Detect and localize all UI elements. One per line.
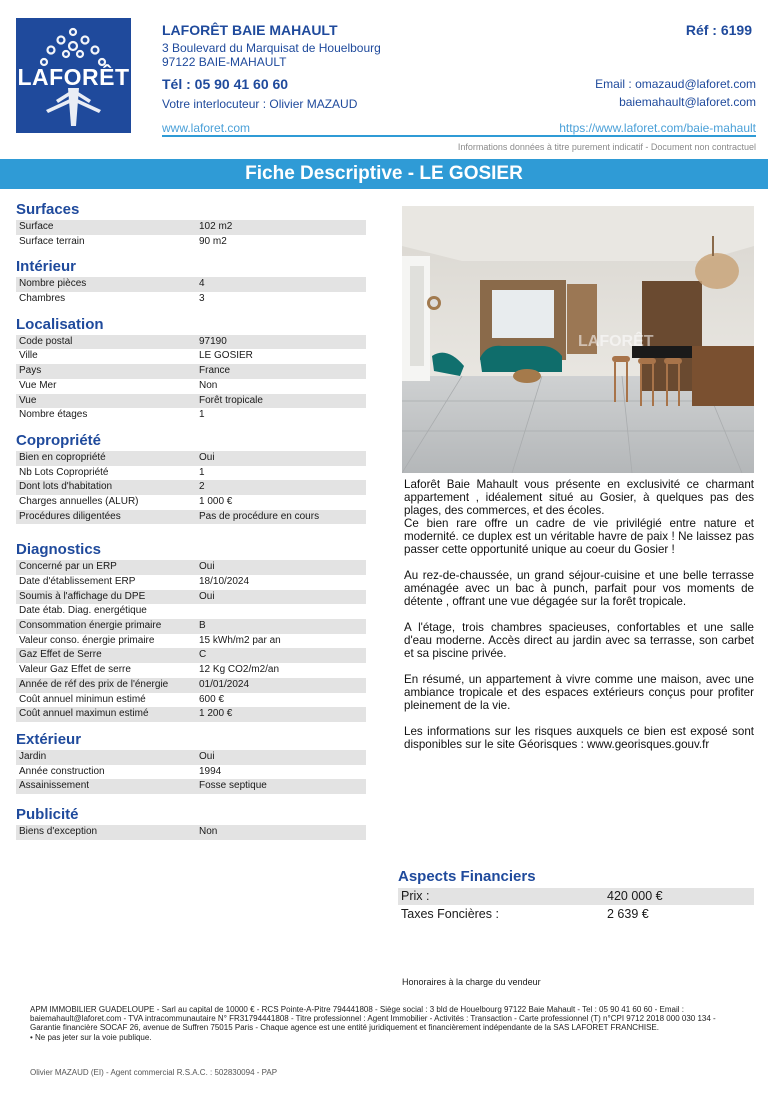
row-value: C <box>199 649 207 661</box>
phone-number: Tél : 05 90 41 60 60 <box>162 76 289 92</box>
row-value: B <box>199 620 206 632</box>
property-details <box>16 200 366 840</box>
table-row <box>16 235 366 250</box>
section-title: Surfaces <box>16 201 80 218</box>
section-title: Intérieur <box>16 258 77 276</box>
row-value: Non <box>199 825 218 837</box>
table-row <box>16 277 366 292</box>
row-label: Coût annuel maximun estimé <box>19 708 149 720</box>
row-label: Jardin <box>19 750 47 762</box>
table-row <box>16 364 366 379</box>
row-label: Surface terrain <box>19 235 85 247</box>
logo-text: LAFORÊT <box>17 64 130 90</box>
financial-title: Aspects Financiers <box>398 868 536 885</box>
row-value <box>199 604 366 619</box>
row-label: Soumis à l'affichage du DPE <box>19 590 146 602</box>
row-value: Oui <box>199 590 215 602</box>
row-value: 90 m2 <box>199 235 227 247</box>
section-publicite <box>16 805 366 840</box>
row-label: Gaz Effet de Serre <box>19 649 102 661</box>
table-row <box>16 765 366 780</box>
table-row <box>16 575 366 590</box>
row-label: Consommation énergie primaire <box>19 620 162 632</box>
row-label: Date étab. Diag. energétique <box>19 605 147 617</box>
photo-watermark: LAFORÊT <box>578 333 654 350</box>
row-value: Forêt tropicale <box>199 394 263 406</box>
row-value: Oui <box>199 451 215 463</box>
description-paragraph: Les informations sur les risques auxquels ce bien est exposé sont disponibles sur le site Géorisques : www.georisques.gouv.fr <box>404 725 754 751</box>
header-divider <box>162 135 756 137</box>
row-label: Année de réf des prix de l'énergie <box>19 678 169 690</box>
table-row <box>16 779 366 794</box>
row-label: Pays <box>19 365 42 377</box>
table-row <box>16 495 366 510</box>
legal-footer <box>30 1005 742 1042</box>
row-label: Coût annuel minimun estimé <box>19 693 146 705</box>
table-row <box>16 590 366 605</box>
address-line-1: 3 Boulevard du Marquisat de Houelbourg <box>162 41 381 55</box>
section-copropriete <box>16 431 366 524</box>
agency-name: LAFORÊT BAIE MAHAULT <box>162 22 338 38</box>
row-value: 01/01/2024 <box>199 678 250 690</box>
row-label: Chambres <box>19 293 66 305</box>
description-paragraph: En résumé, un appartement à vivre comme une maison, avec une ambiance tropicale et des espaces extérieurs conçus pour profiter pleinement de la vie. <box>404 673 754 712</box>
table-row <box>16 663 366 678</box>
row-value: 97190 <box>199 335 227 347</box>
table-row <box>16 707 366 722</box>
table-row <box>16 619 366 634</box>
table-row <box>16 693 366 708</box>
table-row <box>16 825 366 840</box>
address-line-2: 97122 BAIE-MAHAULT <box>162 55 287 69</box>
table-row <box>16 379 366 394</box>
section-title: Copropriété <box>16 431 102 449</box>
row-label: Nombre pièces <box>19 278 87 290</box>
contact-person: Votre interlocuteur : Olivier MAZAUD <box>162 97 358 111</box>
website-link[interactable]: www.laforet.com <box>162 121 251 135</box>
table-row <box>16 220 366 235</box>
agent-signature: Olivier MAZAUD (EI) - Agent commercial R.S.A.C. : 502830094 - PAP <box>30 1068 278 1077</box>
page-title: Fiche Descriptive - LE GOSIER <box>0 159 768 189</box>
table-row <box>16 678 366 693</box>
row-label: Date d'établissement ERP <box>19 576 136 587</box>
fees-note: Honoraires à la charge du vendeur <box>402 977 541 987</box>
row-label: Dont lots d'habitation <box>19 481 113 493</box>
agency-logo <box>16 18 131 133</box>
row-label: Ville <box>19 350 38 362</box>
table-row <box>16 335 366 350</box>
row-value: 1994 <box>199 765 222 777</box>
table-row <box>16 292 366 307</box>
row-label: Vue Mer <box>19 379 57 391</box>
email-secondary[interactable]: baiemahault@laforet.com <box>619 95 756 109</box>
price-label: Prix : <box>401 889 430 903</box>
row-value: 2 <box>199 481 205 493</box>
table-row <box>16 349 366 364</box>
row-value: 4 <box>199 278 205 290</box>
table-row <box>16 408 366 423</box>
row-value: 1 <box>199 466 205 478</box>
living-room-photo <box>402 206 754 473</box>
agency-website-link[interactable]: https://www.laforet.com/baie-mahault <box>559 121 756 135</box>
table-row <box>16 466 366 481</box>
disclaimer: Informations données à titre purement indicatif - Document non contractuel <box>457 142 756 152</box>
row-label: Bien en copropriété <box>19 451 106 463</box>
reference-number: Réf : 6199 <box>685 22 752 38</box>
row-value: Fosse septique <box>199 780 267 792</box>
taxes-value: 2 639 € <box>607 907 649 921</box>
row-label: Année construction <box>19 765 105 777</box>
section-title: Extérieur <box>16 730 82 748</box>
row-value: 12 Kg CO2/m2/an <box>199 664 280 676</box>
table-row <box>16 750 366 765</box>
row-value: 1 200 € <box>199 708 233 720</box>
section-interieur <box>16 257 366 306</box>
description-paragraph: A l'étage, trois chambres spacieuses, confortables et une salle d'eau moderne. Accès direct au jardin avec sa terrasse, son carbet et sa piscine privée. <box>404 621 754 660</box>
legal-text: APM IMMOBILIER GUADELOUPE - Sarl au capital de 10000 € - RCS Pointe-A-Pitre 794441808 - Siège social : 3 bld de Houelbourg 97122 Baie Mahault - Tel : 05 90 41 60 60 - Email : baiemahault@laforet.com - TVA intracommunautaire N° FR31794441808 - Titre professionnel : Agent Immobilier - Activités : Transaction - Carte professionnel (T) n°CPI 9712 2018 000 030 134 - Garantie financière SOCAF 26, avenue de Suffren 75015 Paris - Chaque agence est une entité juridiquement et financièrement indépendante de la SAS LAFORET FRANCHISE. <box>30 1005 716 1033</box>
property-description <box>404 478 754 764</box>
no-littering-note: • Ne pas jeter sur la voie publique. <box>30 1032 152 1042</box>
taxes-label: Taxes Foncières : <box>401 907 499 921</box>
section-diagnostics <box>16 540 366 722</box>
row-label: Vue <box>19 394 37 406</box>
table-row <box>16 604 366 619</box>
table-row <box>16 560 366 575</box>
row-value: Oui <box>199 561 215 573</box>
section-title: Localisation <box>16 315 104 333</box>
table-row <box>16 480 366 495</box>
price-value: 420 000 € <box>607 889 663 903</box>
row-value: 600 € <box>199 693 225 705</box>
table-row <box>16 648 366 663</box>
row-label: Code postal <box>19 335 73 347</box>
table-row <box>16 394 366 409</box>
row-value: Oui <box>199 750 215 762</box>
row-label: Biens d'exception <box>19 825 98 837</box>
section-title: Diagnostics <box>16 541 102 559</box>
row-value: 15 kWh/m2 par an <box>199 634 281 646</box>
property-photo <box>402 206 754 473</box>
section-localisation <box>16 315 366 423</box>
row-value: Pas de procédure en cours <box>199 510 320 522</box>
description-paragraph: Laforêt Baie Mahault vous présente en exclusivité ce charmant appartement , idéalement situé au Gosier, à quelques pas des plages, des commerces, et des écoles. Ce bien rare offre un cadre de vie privilégié entre nature et modernité. ce duplex est un véritable havre de paix ! Ne laissez pas passer cette opportunité unique au coeur du Gosier ! <box>404 478 754 556</box>
row-label: Concerné par un ERP <box>19 561 117 573</box>
row-value: 1 <box>199 409 205 421</box>
row-value: Non <box>199 379 218 391</box>
row-label: Charges annuelles (ALUR) <box>19 495 139 507</box>
row-label: Valeur conso. énergie primaire <box>19 634 155 646</box>
price-row <box>398 888 754 905</box>
table-row <box>16 451 366 466</box>
section-exterieur <box>16 730 366 794</box>
row-label: Valeur Gaz Effet de serre <box>19 664 131 676</box>
section-title: Publicité <box>16 805 79 823</box>
description-paragraph: Au rez-de-chaussée, un grand séjour-cuisine et une belle terrasse aménagée avec un bac à punch, parfait pour vos moments de détente , offrant une vue dégagée sur la forêt tropicale. <box>404 569 754 608</box>
table-row <box>16 634 366 649</box>
row-label: Assainissement <box>19 780 90 792</box>
email-primary[interactable]: Email : omazaud@laforet.com <box>595 77 756 91</box>
row-value: 3 <box>199 293 205 305</box>
row-value: 102 m2 <box>199 221 233 232</box>
section-surfaces <box>16 200 366 249</box>
row-value: 18/10/2024 <box>199 576 250 587</box>
row-label: Procédures diligentées <box>19 510 121 522</box>
row-label: Surface <box>19 221 54 232</box>
row-value: France <box>199 365 231 377</box>
row-value: LE GOSIER <box>199 350 253 362</box>
row-label: Nb Lots Copropriété <box>19 466 109 478</box>
taxes-row <box>398 906 754 923</box>
row-value: 1 000 € <box>199 495 233 507</box>
row-label: Nombre étages <box>19 409 88 421</box>
table-row <box>16 510 366 525</box>
